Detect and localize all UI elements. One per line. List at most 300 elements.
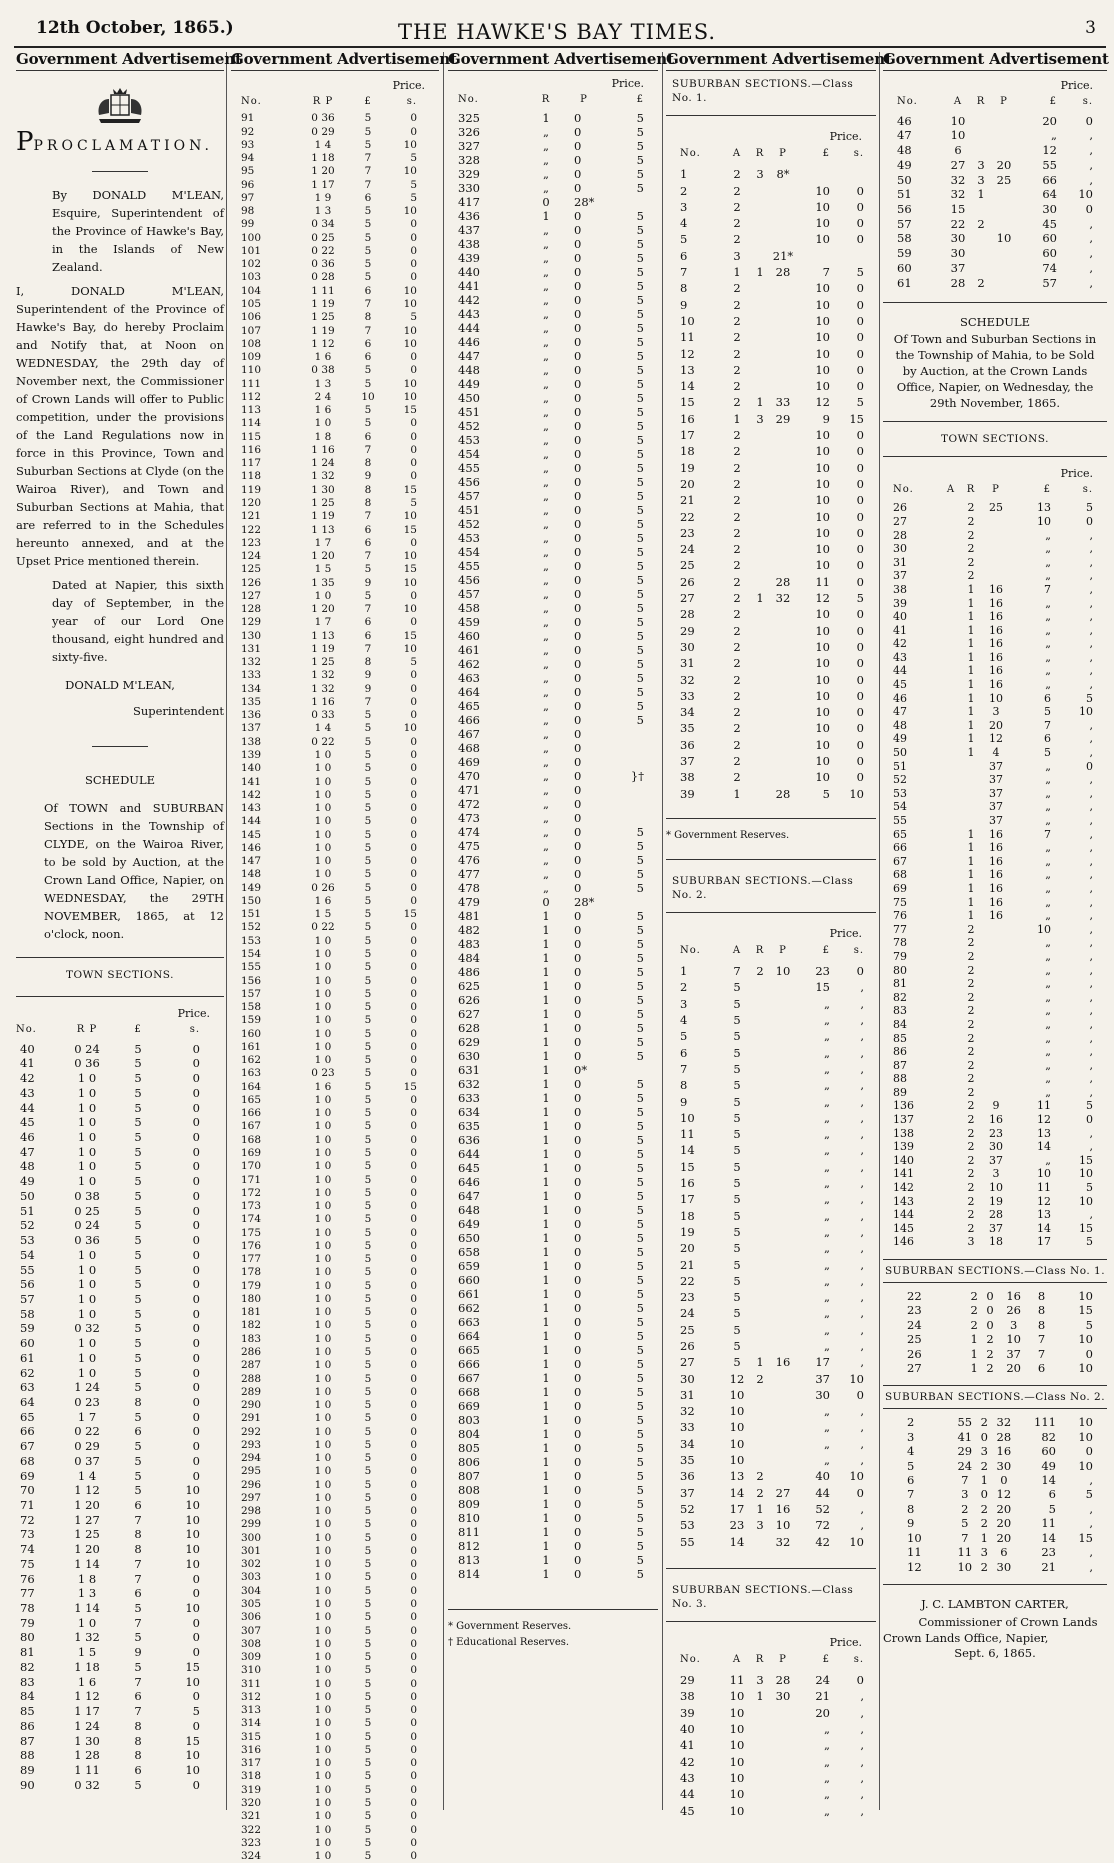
table-row <box>666 1803 876 1819</box>
table-cell: 43 <box>893 650 907 664</box>
table-cell: , <box>1089 746 1093 760</box>
table-cell <box>750 1387 770 1403</box>
table-cell: 0 <box>192 1115 200 1130</box>
table-cell: 0 22 <box>311 735 335 748</box>
table-cell: „ <box>1045 909 1051 923</box>
table-cell <box>981 556 1011 570</box>
table-cell: 10 <box>1078 1361 1093 1376</box>
table-cell: 1 <box>967 841 975 855</box>
table-cell: 0 <box>574 993 582 1007</box>
table-cell: 42 <box>815 1534 830 1549</box>
table-cell: 1 0 <box>77 1071 97 1086</box>
table-cell: 1 <box>756 1355 764 1370</box>
table-cell: 417 <box>458 195 480 209</box>
table-cell: 3 <box>756 411 764 426</box>
table-cell: 20 <box>996 1501 1012 1516</box>
table-cell: 0 <box>410 695 417 708</box>
table-cell: 24 <box>907 1317 922 1332</box>
table-cell: 1 <box>542 1161 550 1175</box>
table-cell: 453 <box>458 433 480 447</box>
table-cell: 26 <box>1006 1303 1021 1318</box>
table-cell: 1 <box>542 1189 550 1203</box>
table-cell: 803 <box>458 1413 480 1427</box>
table-cell: , <box>1089 1126 1093 1140</box>
table-row <box>448 321 658 335</box>
table-cell: 0 22 <box>74 1424 100 1439</box>
table-cell: 5 <box>364 1412 372 1425</box>
table-cell: 52 <box>815 1501 830 1516</box>
table-cell: 0 <box>574 1413 582 1427</box>
table-cell: 5 <box>733 1355 741 1370</box>
table-cell: 1 0 <box>314 1544 332 1557</box>
table-row <box>448 489 658 503</box>
table-cell: 0 <box>574 965 582 979</box>
table-row <box>231 457 439 470</box>
table-cell: 0 <box>574 1511 582 1525</box>
table-cell: 58 <box>20 1306 35 1321</box>
table-cell: 14 <box>729 1485 745 1500</box>
mahia-class1-title: SUBURBAN SECTIONS.—Class No. 1. <box>884 1265 1106 1277</box>
table-cell: 47 <box>20 1144 35 1159</box>
mahia-class1-table <box>883 1289 1107 1375</box>
table-cell <box>604 727 658 741</box>
table-cell: 0 <box>410 868 417 881</box>
table-cell: 5 <box>636 909 644 923</box>
table-cell <box>750 1705 770 1721</box>
table-cell: 0 <box>574 825 582 839</box>
table-row <box>666 1754 876 1770</box>
table-cell: 474 <box>458 825 480 839</box>
table-cell: 5 <box>733 1061 741 1076</box>
table-cell: 5 <box>636 153 644 167</box>
table-cell: 5 <box>134 1233 142 1248</box>
table-cell: 0 <box>192 1188 200 1203</box>
table-cell: 0 <box>410 218 417 231</box>
table-cell: 45 <box>1042 216 1057 231</box>
table-cell: 1 <box>542 965 550 979</box>
table-row <box>231 1704 439 1717</box>
table-cell: 37 <box>893 569 907 583</box>
table-cell: 28 <box>996 1429 1012 1444</box>
mahia-town-title: TOWN SECTIONS. <box>941 433 1049 446</box>
table-cell: 30 <box>680 639 695 654</box>
table-cell: 0 <box>574 923 582 937</box>
table-cell <box>750 525 770 541</box>
table-cell: 1 0 <box>314 855 332 868</box>
table-cell: 0 <box>410 1332 417 1345</box>
table-cell: 16 <box>989 881 1003 895</box>
table-cell: 27 <box>907 1361 922 1376</box>
table-row <box>883 760 1107 774</box>
table-cell: 471 <box>458 783 480 797</box>
table-cell: 1 <box>542 1175 550 1189</box>
table-cell: 10 <box>849 1371 864 1386</box>
table-cell: , <box>1089 542 1093 556</box>
table-cell: 10 <box>989 1181 1003 1195</box>
table-cell: 16 <box>775 1355 791 1370</box>
table-cell: 10 <box>403 165 417 178</box>
table-cell: 0 <box>410 1531 417 1544</box>
table-cell: 5 <box>733 1045 741 1060</box>
table-cell: 10 <box>775 1518 791 1533</box>
table-cell: 26 <box>893 501 907 515</box>
table-row <box>231 232 439 245</box>
table-cell: 5 <box>364 815 372 828</box>
table-cell: „ <box>543 713 549 727</box>
table-row <box>448 1287 658 1301</box>
table-row <box>231 1426 439 1439</box>
table-cell: 5 <box>364 125 372 138</box>
table-row <box>16 1189 224 1204</box>
table-row <box>448 951 658 965</box>
table-cell: , <box>860 1241 864 1256</box>
table-row <box>16 1218 224 1233</box>
table-cell: , <box>860 1306 864 1321</box>
table-cell: 103 <box>241 271 262 284</box>
table-cell: 2 <box>970 1303 978 1318</box>
table-cell: 109 <box>241 351 262 364</box>
table-cell: 5 <box>364 1823 372 1836</box>
table-cell: 0 <box>410 1505 417 1518</box>
table-cell: 121 <box>241 510 262 523</box>
table-cell: 74 <box>1042 260 1057 275</box>
table-row <box>448 1007 658 1021</box>
table-cell: 84 <box>893 1017 907 1031</box>
table-cell: 10 <box>815 493 830 508</box>
table-row <box>883 556 1107 570</box>
table-cell <box>770 1191 796 1207</box>
table-cell: 2 <box>967 528 975 542</box>
table-cell: 1 0 <box>314 1133 332 1146</box>
table-cell <box>941 746 961 760</box>
table-row <box>666 1126 876 1142</box>
table-cell <box>770 1159 796 1175</box>
table-cell: „ <box>543 881 549 895</box>
class1-title: SUBURBAN SECTIONS.—Class No. 1. <box>672 78 854 104</box>
table-cell: 59 <box>20 1321 35 1336</box>
town-sections-table <box>231 95 439 1863</box>
table-cell <box>941 923 961 937</box>
table-cell: 650 <box>458 1231 480 1245</box>
table-cell: „ <box>1045 528 1051 542</box>
table-cell: 5 <box>134 1365 142 1380</box>
table-cell: 295 <box>241 1465 262 1478</box>
table-row <box>883 1086 1107 1100</box>
table-cell: 5 <box>636 1455 644 1469</box>
table-cell: 111 <box>241 377 262 390</box>
table-cell: 0 22 <box>311 244 335 257</box>
table-cell: „ <box>543 545 549 559</box>
table-row <box>448 1399 658 1413</box>
table-cell: 5 <box>364 1770 372 1783</box>
table-cell <box>770 346 796 362</box>
table-cell: 0 <box>574 979 582 993</box>
table-cell: 1 0 <box>314 1239 332 1252</box>
table-cell <box>830 166 876 182</box>
table-cell: 1 <box>542 1287 550 1301</box>
table-cell: 1 0 <box>314 1266 332 1279</box>
table-cell: 0 <box>856 607 864 622</box>
table-cell: 55 <box>957 1415 973 1430</box>
price-header: Price. <box>829 926 862 940</box>
table-cell: 1 0 <box>314 1213 332 1226</box>
table-cell: 10 <box>815 297 830 312</box>
table-cell: 5 <box>364 1571 372 1584</box>
table-row <box>448 1567 658 1581</box>
table-cell: 5 <box>636 1329 644 1343</box>
table-cell <box>770 199 796 215</box>
table-cell: 0 <box>410 1266 417 1279</box>
table-row <box>448 853 658 867</box>
table-cell: 147 <box>241 855 262 868</box>
table-cell: , <box>1089 143 1093 158</box>
table-cell: „ <box>824 1078 830 1093</box>
table-cell <box>770 672 796 688</box>
table-cell: 1 0 <box>314 1584 332 1597</box>
table-cell: 5 <box>733 1159 741 1174</box>
table-cell: 65 <box>893 827 907 841</box>
table-row <box>16 1719 224 1734</box>
table-cell: 60 <box>897 260 912 275</box>
table-row <box>231 1784 439 1797</box>
table-row <box>666 1534 876 1550</box>
table-cell: 107 <box>241 324 262 337</box>
table-cell: , <box>860 1029 864 1044</box>
table-cell <box>750 1403 770 1419</box>
table-row <box>666 1191 876 1207</box>
table-cell: 10 <box>849 786 864 801</box>
table-row <box>666 996 876 1012</box>
table-row <box>231 537 439 550</box>
table-cell: 5 <box>364 788 372 801</box>
table-cell: 0 <box>410 1279 417 1292</box>
table-cell: 5 <box>733 1290 741 1305</box>
table-cell: 10 <box>185 1483 200 1498</box>
table-row <box>883 128 1107 143</box>
table-cell: 0 <box>410 244 417 257</box>
table-cell: 40 <box>680 1722 695 1737</box>
table-cell: „ <box>824 1143 830 1158</box>
table-cell: 0 <box>856 313 864 328</box>
table-cell <box>770 313 796 329</box>
table-cell: „ <box>1045 1004 1051 1018</box>
table-cell: 5 <box>636 1539 644 1553</box>
divider <box>883 421 1107 422</box>
table-row <box>883 868 1107 882</box>
table-row <box>448 965 658 979</box>
table-cell: 5 <box>134 1056 142 1071</box>
table-cell: 172 <box>241 1186 262 1199</box>
table-cell: 159 <box>241 1014 262 1027</box>
table-cell: 437 <box>458 223 480 237</box>
table-cell: 1 <box>967 691 975 705</box>
table-row <box>883 143 1107 158</box>
table-cell <box>981 1018 1011 1032</box>
table-cell: 2 <box>733 672 741 687</box>
table-cell: 10 <box>815 216 830 231</box>
table-cell: 24 <box>815 1673 830 1688</box>
table-cell: 1 0 <box>314 1438 332 1451</box>
table-cell: 5 <box>364 1014 372 1027</box>
table-row <box>666 1501 876 1517</box>
table-cell: 468 <box>458 741 480 755</box>
table-row <box>231 563 439 576</box>
table-cell: 0 <box>410 417 417 430</box>
table-cell: „ <box>824 1722 830 1737</box>
table-cell <box>750 574 770 590</box>
table-row <box>231 550 439 563</box>
table-row <box>231 948 439 961</box>
table-row <box>16 1336 224 1351</box>
table-cell: 5 <box>364 1107 372 1120</box>
table-cell: „ <box>824 1738 830 1753</box>
table-cell <box>770 280 796 296</box>
table-cell <box>981 964 1011 978</box>
table-row <box>231 1094 439 1107</box>
table-cell: 0 <box>410 815 417 828</box>
table-cell: 5 <box>364 828 372 841</box>
table-cell: „ <box>543 643 549 657</box>
table-cell: 625 <box>458 979 480 993</box>
table-cell <box>770 492 796 508</box>
table-row <box>448 629 658 643</box>
table-cell: 0 <box>856 509 864 524</box>
table-cell: 133 <box>241 669 262 682</box>
table-cell: 5 <box>364 1704 372 1717</box>
table-cell: 1 20 <box>74 1542 100 1557</box>
table-cell <box>750 1322 770 1338</box>
table-cell: 98 <box>241 205 255 218</box>
table-cell: 177 <box>241 1253 262 1266</box>
table-cell: 2 <box>986 1361 994 1376</box>
table-row <box>231 895 439 908</box>
table-cell: 2 <box>680 980 688 995</box>
table-cell: 48 <box>20 1159 35 1174</box>
table-cell: 325 <box>458 111 480 125</box>
table-cell: 8 <box>364 496 372 509</box>
divider <box>92 171 148 172</box>
table-cell: 37 <box>989 759 1003 773</box>
table-cell <box>770 1110 796 1126</box>
table-cell: 9 <box>992 1099 1000 1113</box>
table-cell <box>941 515 961 529</box>
table-cell: 40 <box>815 1469 830 1484</box>
table-row <box>231 1147 439 1160</box>
table-cell: 4 <box>907 1444 915 1459</box>
table-cell: 1 <box>977 187 985 202</box>
table-cell: 16 <box>989 841 1003 855</box>
table-cell: 28 <box>775 265 791 280</box>
table-cell: 1 0 <box>314 974 332 987</box>
table-cell: „ <box>543 167 549 181</box>
table-cell: 60 <box>1042 246 1057 261</box>
table-row <box>666 1142 876 1158</box>
table-row <box>666 1305 876 1321</box>
table-cell: 5 <box>733 1192 741 1207</box>
table-cell: 18 <box>680 444 695 459</box>
table-cell: 53 <box>893 786 907 800</box>
table-row <box>666 606 876 622</box>
proclamation-dated: Dated at Napier, this sixth day of September, in the year of our Lord One thousand, eight hundred and sixty-five. <box>52 578 224 664</box>
table-cell: 0 <box>410 1704 417 1717</box>
table-cell: 1 4 <box>77 1468 97 1483</box>
table-cell: 52 <box>20 1218 35 1233</box>
table-cell: 1 <box>542 1399 550 1413</box>
table-row <box>16 1277 224 1292</box>
table-cell: 9 <box>907 1516 915 1531</box>
table-cell: 34 <box>680 705 695 720</box>
table-cell: 1 0 <box>314 1836 332 1849</box>
table-cell: 2 <box>967 936 975 950</box>
table-cell: 0 <box>410 1399 417 1412</box>
table-cell: , <box>860 1143 864 1158</box>
table-cell: 1 11 <box>74 1762 100 1777</box>
table-cell <box>750 1338 770 1354</box>
table-cell: 10 <box>729 1705 745 1720</box>
table-row <box>666 231 876 247</box>
table-cell: 0 <box>410 536 417 549</box>
table-cell: 5 <box>1086 1181 1093 1195</box>
table-cell: 454 <box>458 447 480 461</box>
table-cell: 10 <box>1078 1429 1093 1444</box>
table-cell: 453 <box>458 531 480 545</box>
table-cell: „ <box>824 1257 830 1272</box>
table-cell: 1 0 <box>314 948 332 960</box>
table-cell: 0 <box>574 559 582 573</box>
table-cell: 2 <box>733 460 741 475</box>
table-cell: 5 <box>636 1133 644 1147</box>
table-cell: 10 <box>729 1754 745 1769</box>
table-cell: 0 <box>574 363 582 377</box>
table-cell: 0 38 <box>311 364 335 377</box>
table-cell: 10 <box>185 1542 200 1557</box>
table-row <box>448 1189 658 1203</box>
table-cell: 10 <box>950 128 966 143</box>
table-cell: 24 <box>680 1306 695 1321</box>
table-row <box>883 1140 1107 1154</box>
table-cell: 1 18 <box>74 1659 100 1674</box>
table-cell: 5 <box>134 1468 142 1483</box>
table-cell: 5 <box>364 1279 372 1292</box>
table-cell: 313 <box>241 1704 262 1717</box>
table-row <box>448 1049 658 1063</box>
table-cell: 1 <box>542 1357 550 1371</box>
table-cell: „ <box>543 391 549 405</box>
table-row <box>16 1734 224 1749</box>
table-cell <box>750 606 770 622</box>
table-cell: 82 <box>893 990 907 1004</box>
table-cell: , <box>860 1404 864 1419</box>
table-cell: 5 <box>636 307 644 321</box>
table-cell: 1 0 <box>314 1306 332 1319</box>
mahia-class2-table <box>883 1415 1107 1573</box>
table-cell: 7 <box>961 1530 969 1545</box>
table-cell: 146 <box>241 841 262 854</box>
table-cell: 10 <box>815 525 830 540</box>
table-cell: „ <box>824 1094 830 1109</box>
table-row <box>883 678 1107 692</box>
table-cell: 0 <box>410 1478 417 1491</box>
table-cell: „ <box>543 349 549 363</box>
table-cell: 20 <box>996 1530 1012 1545</box>
table-cell <box>941 1004 961 1018</box>
table-cell: 6 <box>364 536 372 549</box>
table-cell <box>770 1240 796 1256</box>
table-cell: 5 <box>364 1664 372 1677</box>
table-cell: 5 <box>364 1332 372 1345</box>
table-cell: , <box>1089 1545 1093 1560</box>
table-cell: 1 <box>542 1091 550 1105</box>
